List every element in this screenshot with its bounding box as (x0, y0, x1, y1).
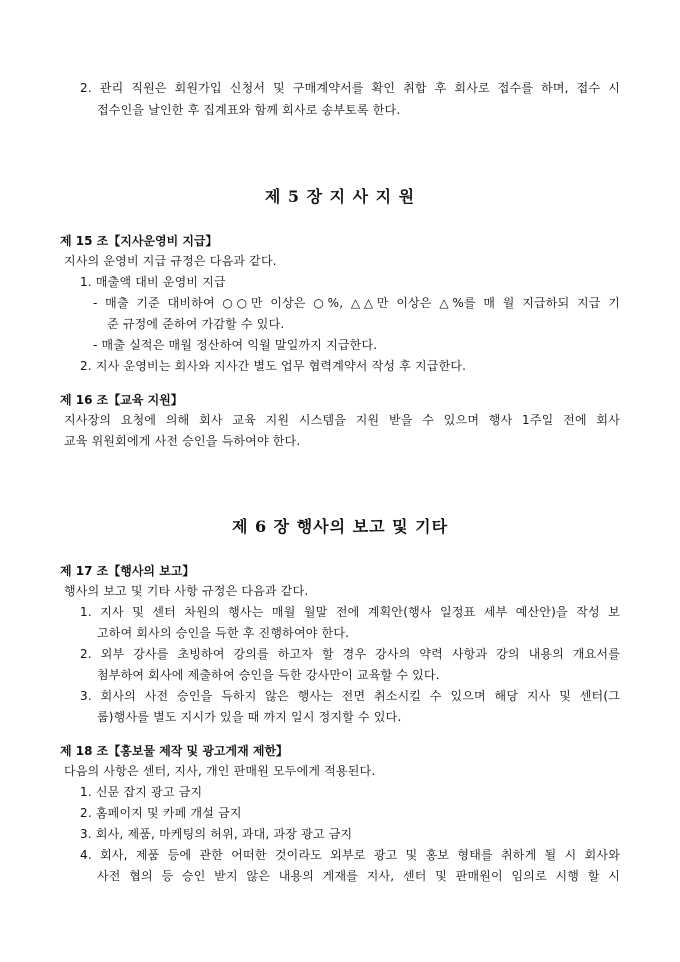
chapter-6-title: 제 6 장 행사의 보고 및 기타 (231, 517, 449, 536)
article-15-sub-2: - 매출 실적은 매월 정산하여 익월 말일까지 지급한다. (93, 338, 378, 352)
article-18-item-4-line-2: 사전 협의 등 승인 받지 않은 내용의 게재를 지사, 센터 및 판매원이 임의로 시행 할 시 (97, 869, 620, 883)
article-15-heading: 제 15 조【지사운영비 지급】 (60, 234, 218, 248)
chapter-5-title: 제 5 장 지 사 지 원 (264, 187, 416, 206)
article-17-item-1-line-1: 1. 지사 및 센터 차원의 행사는 매월 월말 전에 계획안(행사 일정표 세부 예산안)을 작성 보 (80, 605, 620, 619)
article-18-item-1: 1. 신문 잡지 광고 금지 (80, 785, 203, 799)
article-15-sub-1-line-2: 준 규정에 준하여 가감할 수 있다. (107, 317, 285, 331)
article-18-item-2: 2. 홈페이지 및 카페 개설 금지 (80, 806, 242, 820)
article-16-heading: 제 16 조【교육 지원】 (60, 393, 183, 407)
intro-item-2-line-1: 2. 관리 직원은 회원가입 신청서 및 구매계약서를 확인 취합 후 회사로 접수를 하며, 접수 시 (80, 81, 620, 95)
article-17-item-1-line-2: 고하여 회사의 승인을 득한 후 진행하여야 한다. (97, 626, 350, 640)
article-15-item-1: 1. 매출액 대비 운영비 지급 (80, 275, 226, 289)
article-18-heading: 제 18 조【홍보물 제작 및 광고게재 제한】 (60, 744, 289, 758)
article-15-item-2: 2. 지사 운영비는 회사와 지사간 별도 업무 협력계약서 작성 후 지급한다. (80, 359, 467, 373)
article-15-sub-1-line-1: - 매출 기준 대비하여 ○○만 이상은 ○%, △△만 이상은 △%를 매 월 지급하되 지급 기 (93, 296, 620, 310)
article-17-heading: 제 17 조【행사의 보고】 (60, 564, 195, 578)
article-18-item-3: 3. 회사, 제품, 마케팅의 허위, 과대, 과장 광고 금지 (80, 827, 353, 841)
article-16-line-2: 교육 위원회에게 사전 승인을 득하여야 한다. (64, 434, 301, 448)
intro-item-2-line-2: 접수인을 날인한 후 집계표와 함께 회사로 송부토록 한다. (97, 103, 401, 117)
article-17-item-3-line-2: 룹)행사를 별도 지시가 있을 때 까지 일시 정지할 수 있다. (97, 710, 402, 724)
article-18-item-4-line-1: 4. 회사, 제품 등에 관한 어떠한 것이라도 외부로 광고 및 홍보 형태를 취하게 될 시 회사와 (80, 848, 620, 862)
article-17-item-2-line-1: 2. 외부 강사를 초빙하여 강의를 하고자 할 경우 강사의 약력 사항과 강의 내용의 개요서를 (80, 647, 620, 661)
article-15-intro: 지사의 운영비 지급 규정은 다음과 같다. (64, 254, 277, 268)
article-17-item-3-line-1: 3. 회사의 사전 승인을 득하지 않은 행사는 전면 취소시킬 수 있으며 해당 지사 및 센터(그 (80, 689, 620, 703)
article-17-item-2-line-2: 첨부하여 회사에 제출하여 승인을 득한 강사만이 교육할 수 있다. (97, 668, 440, 682)
article-17-intro: 행사의 보고 및 기타 사항 규정은 다음과 같다. (64, 584, 309, 598)
article-18-intro: 다음의 사항은 센터, 지사, 개인 판매원 모두에게 적용된다. (64, 764, 376, 778)
article-16-line-1: 지사장의 요청에 의해 회사 교육 지원 시스템을 지원 받을 수 있으며 행사 1주일 전에 회사 (64, 413, 620, 427)
